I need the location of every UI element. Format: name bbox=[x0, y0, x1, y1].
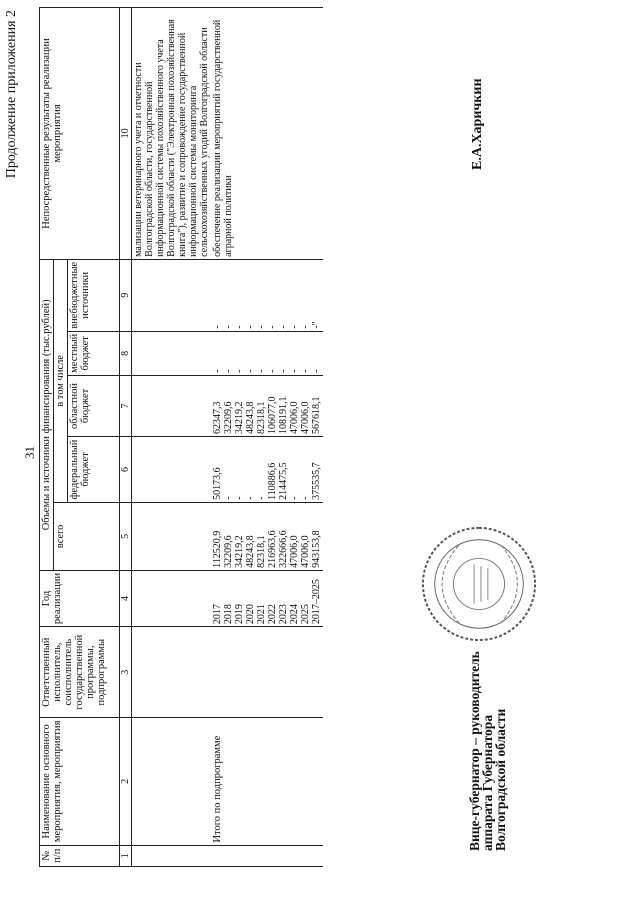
header-federal: федеральный бюджет bbox=[68, 437, 120, 503]
regional-value: 47006,0 bbox=[300, 401, 311, 435]
total-value: 47006,0 bbox=[289, 535, 300, 568]
total-value: 47006,0 bbox=[300, 535, 311, 568]
offbudget-value: -" bbox=[311, 321, 322, 329]
offbudget-value: - bbox=[256, 325, 267, 329]
col-number: 4 bbox=[120, 570, 132, 626]
col-number: 3 bbox=[120, 627, 132, 718]
col-number: 8 bbox=[120, 331, 132, 375]
signature-line-2: аппарата Губернатора bbox=[480, 714, 495, 851]
subtotal-result: обеспечение реализации мероприятий государственной аграрной политики bbox=[211, 8, 323, 260]
header-activity: Наименование основного мероприятия, мероприятия bbox=[40, 718, 120, 845]
local-value: - bbox=[234, 369, 245, 373]
col-number: 10 bbox=[120, 8, 132, 260]
federal-value: 375535,7 bbox=[311, 462, 322, 500]
year-value: 2018 bbox=[223, 604, 234, 625]
federal-value: - bbox=[300, 496, 311, 500]
local-value: - bbox=[311, 369, 322, 373]
header-num: № п/п bbox=[40, 845, 120, 866]
regional-value: 567618,1 bbox=[311, 396, 322, 435]
subtotal-total bbox=[211, 502, 323, 570]
federal-value: 214475,5 bbox=[278, 462, 289, 500]
signature-line-1: Вице-губернатор – руководитель bbox=[467, 651, 482, 851]
total-value: 34219,2 bbox=[234, 535, 245, 568]
col-number: 1 bbox=[120, 845, 132, 866]
year-value: 2025 bbox=[300, 604, 311, 625]
year-value: 2024 bbox=[289, 604, 300, 625]
subtotal-offbudget bbox=[211, 259, 323, 331]
subtotal-federal bbox=[211, 437, 323, 503]
col-number: 7 bbox=[120, 375, 132, 436]
regional-value: 82318,1 bbox=[256, 401, 267, 435]
header-regional: областной бюджет bbox=[68, 375, 120, 436]
header-offbudget: внебюджетные источники bbox=[68, 259, 120, 331]
subtotal-label: Итого по подпрограмме bbox=[211, 718, 323, 845]
header-total: всего bbox=[54, 502, 120, 570]
local-value: - bbox=[289, 369, 300, 373]
year-value: 2021 bbox=[256, 604, 267, 625]
offbudget-value: - bbox=[223, 325, 234, 329]
continued-row bbox=[132, 8, 212, 867]
col-number: 5 bbox=[120, 502, 132, 570]
total-value: 943153,8 bbox=[311, 530, 322, 568]
federal-value: - bbox=[245, 496, 256, 500]
local-value: - bbox=[278, 369, 289, 373]
federal-value: 50173,6 bbox=[212, 467, 223, 500]
signature-line-3: Волгоградской области bbox=[493, 708, 508, 851]
header-year: Год реализации bbox=[40, 570, 120, 626]
year-value: 2017–2025 bbox=[311, 579, 322, 625]
regional-value: 62347,3 bbox=[212, 401, 223, 435]
year-value: 2022 bbox=[267, 604, 278, 625]
subtotal-years bbox=[211, 570, 323, 626]
local-value: - bbox=[256, 369, 267, 373]
header-volumes: Объемы и источники финансирования (тыс.рублей) bbox=[40, 259, 54, 570]
regional-value: 108191,1 bbox=[278, 396, 289, 435]
header-including: в том числе bbox=[54, 259, 68, 502]
col-number: 9 bbox=[120, 259, 132, 331]
regional-value: 48243,8 bbox=[245, 401, 256, 435]
header-row-1 bbox=[40, 8, 54, 867]
federal-value: - bbox=[256, 496, 267, 500]
federal-value: - bbox=[223, 496, 234, 500]
total-value: 32209,6 bbox=[223, 535, 234, 568]
offbudget-value: - bbox=[245, 325, 256, 329]
year-value: 2023 bbox=[278, 604, 289, 625]
header-results: Непосредственные результаты реализации мероприятия bbox=[40, 8, 120, 260]
offbudget-value: - bbox=[278, 325, 289, 329]
top-result-text: мализации ветеринарного учета и отчетности Волгоградской области, государственной информационной системы похозяйственного учета Волгоградской области ("Электронная похозяйственная книга"), развитие и сопровождение государственной информационной системы мониторинга сельскохозяйственных угодий Волгоградской области bbox=[132, 8, 212, 260]
federal-value: 110886,6 bbox=[267, 462, 278, 500]
total-value: 82318,1 bbox=[256, 535, 267, 568]
signatory-name: Е.А.Харичкин bbox=[470, 78, 485, 170]
offbudget-value: - bbox=[300, 325, 311, 329]
column-number-row bbox=[120, 8, 132, 867]
local-value: - bbox=[245, 369, 256, 373]
offbudget-value: - bbox=[289, 325, 300, 329]
page-number: 31 bbox=[22, 446, 37, 459]
total-value: 112520,9 bbox=[212, 530, 223, 568]
year-value: 2017 bbox=[212, 604, 223, 625]
header-local: местный бюджет bbox=[68, 331, 120, 375]
offbudget-value: - bbox=[267, 325, 278, 329]
local-value: - bbox=[223, 369, 234, 373]
subtotal-local bbox=[211, 331, 323, 375]
subtotal-regional bbox=[211, 375, 323, 436]
total-value: 216963,6 bbox=[267, 530, 278, 568]
header-executor: Ответственный исполнитель, соисполнитель государственной программы, подпрограммы bbox=[40, 627, 120, 718]
col-number: 2 bbox=[120, 718, 132, 845]
official-stamp bbox=[420, 525, 538, 643]
regional-value: 47006,0 bbox=[289, 401, 300, 435]
offbudget-value: - bbox=[234, 325, 245, 329]
financing-table bbox=[39, 7, 323, 867]
offbudget-value: - bbox=[212, 325, 223, 329]
subtotal-row bbox=[211, 8, 323, 867]
col-number: 6 bbox=[120, 437, 132, 503]
total-value: 322666,6 bbox=[278, 530, 289, 568]
regional-value: 34219,2 bbox=[234, 401, 245, 435]
signature-block bbox=[468, 651, 507, 851]
regional-value: 32209,6 bbox=[223, 401, 234, 435]
local-value: - bbox=[267, 369, 278, 373]
federal-value: - bbox=[289, 496, 300, 500]
year-value: 2020 bbox=[245, 604, 256, 625]
local-value: - bbox=[300, 369, 311, 373]
year-value: 2019 bbox=[234, 604, 245, 625]
regional-value: 106077,0 bbox=[267, 396, 278, 435]
total-value: 48243,8 bbox=[245, 535, 256, 568]
continuation-label: Продолжение приложения 2 bbox=[4, 10, 19, 179]
local-value: - bbox=[212, 369, 223, 373]
federal-value: - bbox=[234, 496, 245, 500]
